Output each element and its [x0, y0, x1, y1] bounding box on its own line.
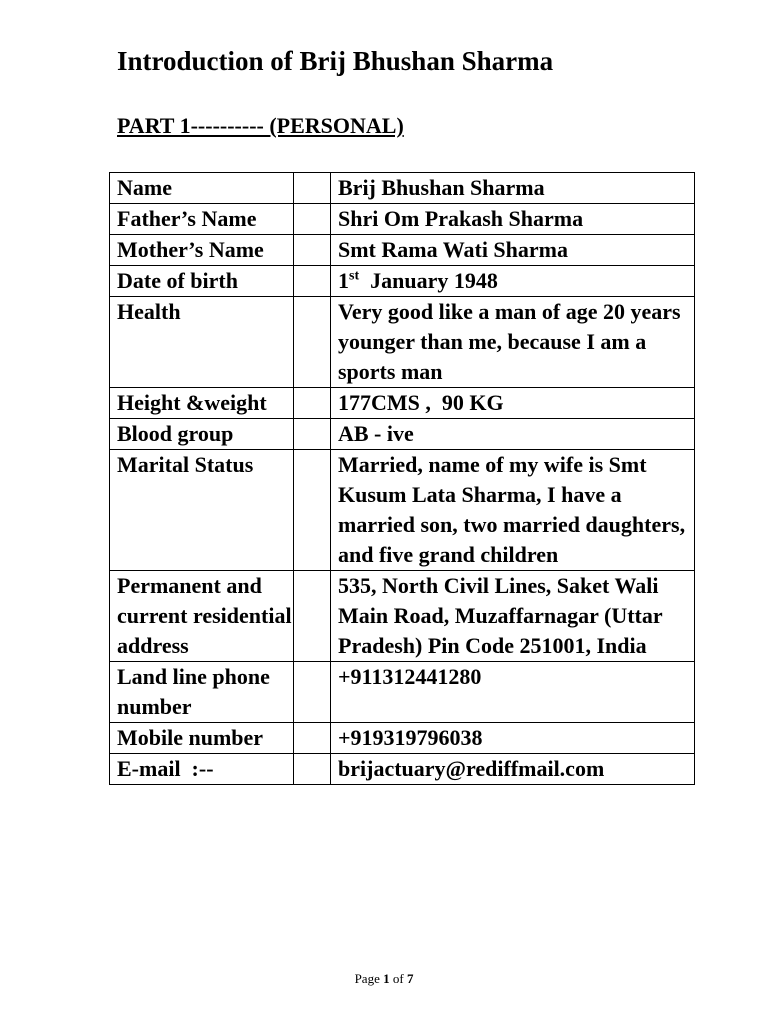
spacer-cell: [294, 173, 331, 204]
row-label: Permanent and current residential address: [110, 571, 294, 662]
spacer-cell: [294, 662, 331, 723]
table-row: [110, 266, 695, 297]
table-row: [110, 662, 695, 723]
page-footer: [0, 971, 768, 987]
row-label: E-mail :--: [110, 754, 294, 785]
row-value: 535, North Civil Lines, Saket Wali Main Road, Muzaffarnagar (Uttar Pradesh) Pin Code 251001, India: [331, 571, 695, 662]
document-title: Introduction of Brij Bhushan Sharma: [117, 46, 554, 76]
row-value: brijactuary@rediffmail.com: [331, 754, 695, 785]
spacer-cell: [294, 450, 331, 571]
table-row: [110, 235, 695, 266]
row-label: Father’s Name: [110, 204, 294, 235]
row-label: Health: [110, 297, 294, 388]
footer-total-pages: 7: [406, 971, 414, 986]
row-value: Very good like a man of age 20 years younger than me, because I am a sports man: [331, 297, 695, 388]
spacer-cell: [294, 723, 331, 754]
row-value: +911312441280: [331, 662, 695, 723]
dob-day: 1: [338, 268, 349, 293]
row-value: AB - ive: [331, 419, 695, 450]
row-value: Married, name of my wife is Smt Kusum Lata Sharma, I have a married son, two married daughters, and five grand children: [331, 450, 695, 571]
row-value: 177CMS , 90 KG: [331, 388, 695, 419]
spacer-cell: [294, 297, 331, 388]
table-row: [110, 173, 695, 204]
table-row: [110, 754, 695, 785]
footer-prefix: Page: [354, 971, 384, 986]
row-label: Mother’s Name: [110, 235, 294, 266]
spacer-cell: [294, 204, 331, 235]
table-row: [110, 388, 695, 419]
spacer-cell: [294, 571, 331, 662]
row-label: Name: [110, 173, 294, 204]
footer-of: of: [389, 971, 407, 986]
table-row: [110, 723, 695, 754]
row-value: [331, 266, 695, 297]
row-label: Date of birth: [110, 266, 294, 297]
spacer-cell: [294, 235, 331, 266]
dob-suffix: st: [349, 268, 360, 284]
spacer-cell: [294, 419, 331, 450]
table-row: [110, 450, 695, 571]
row-label: Land line phone number: [110, 662, 294, 723]
row-value: Shri Om Prakash Sharma: [331, 204, 695, 235]
dob-rest: January 1948: [359, 268, 498, 293]
row-label: Mobile number: [110, 723, 294, 754]
table-row: [110, 204, 695, 235]
part-heading: PART 1---------- (PERSONAL): [117, 113, 404, 138]
table-row: [110, 571, 695, 662]
row-value: +919319796038: [331, 723, 695, 754]
spacer-cell: [294, 388, 331, 419]
table-row: [110, 419, 695, 450]
row-value: Brij Bhushan Sharma: [331, 173, 695, 204]
spacer-cell: [294, 754, 331, 785]
row-label: Blood group: [110, 419, 294, 450]
row-value: Smt Rama Wati Sharma: [331, 235, 695, 266]
personal-info-table: [109, 172, 695, 785]
row-label: Marital Status: [110, 450, 294, 571]
table-row: [110, 297, 695, 388]
spacer-cell: [294, 266, 331, 297]
footer-current-page: 1: [383, 971, 390, 986]
row-label: Height &weight: [110, 388, 294, 419]
